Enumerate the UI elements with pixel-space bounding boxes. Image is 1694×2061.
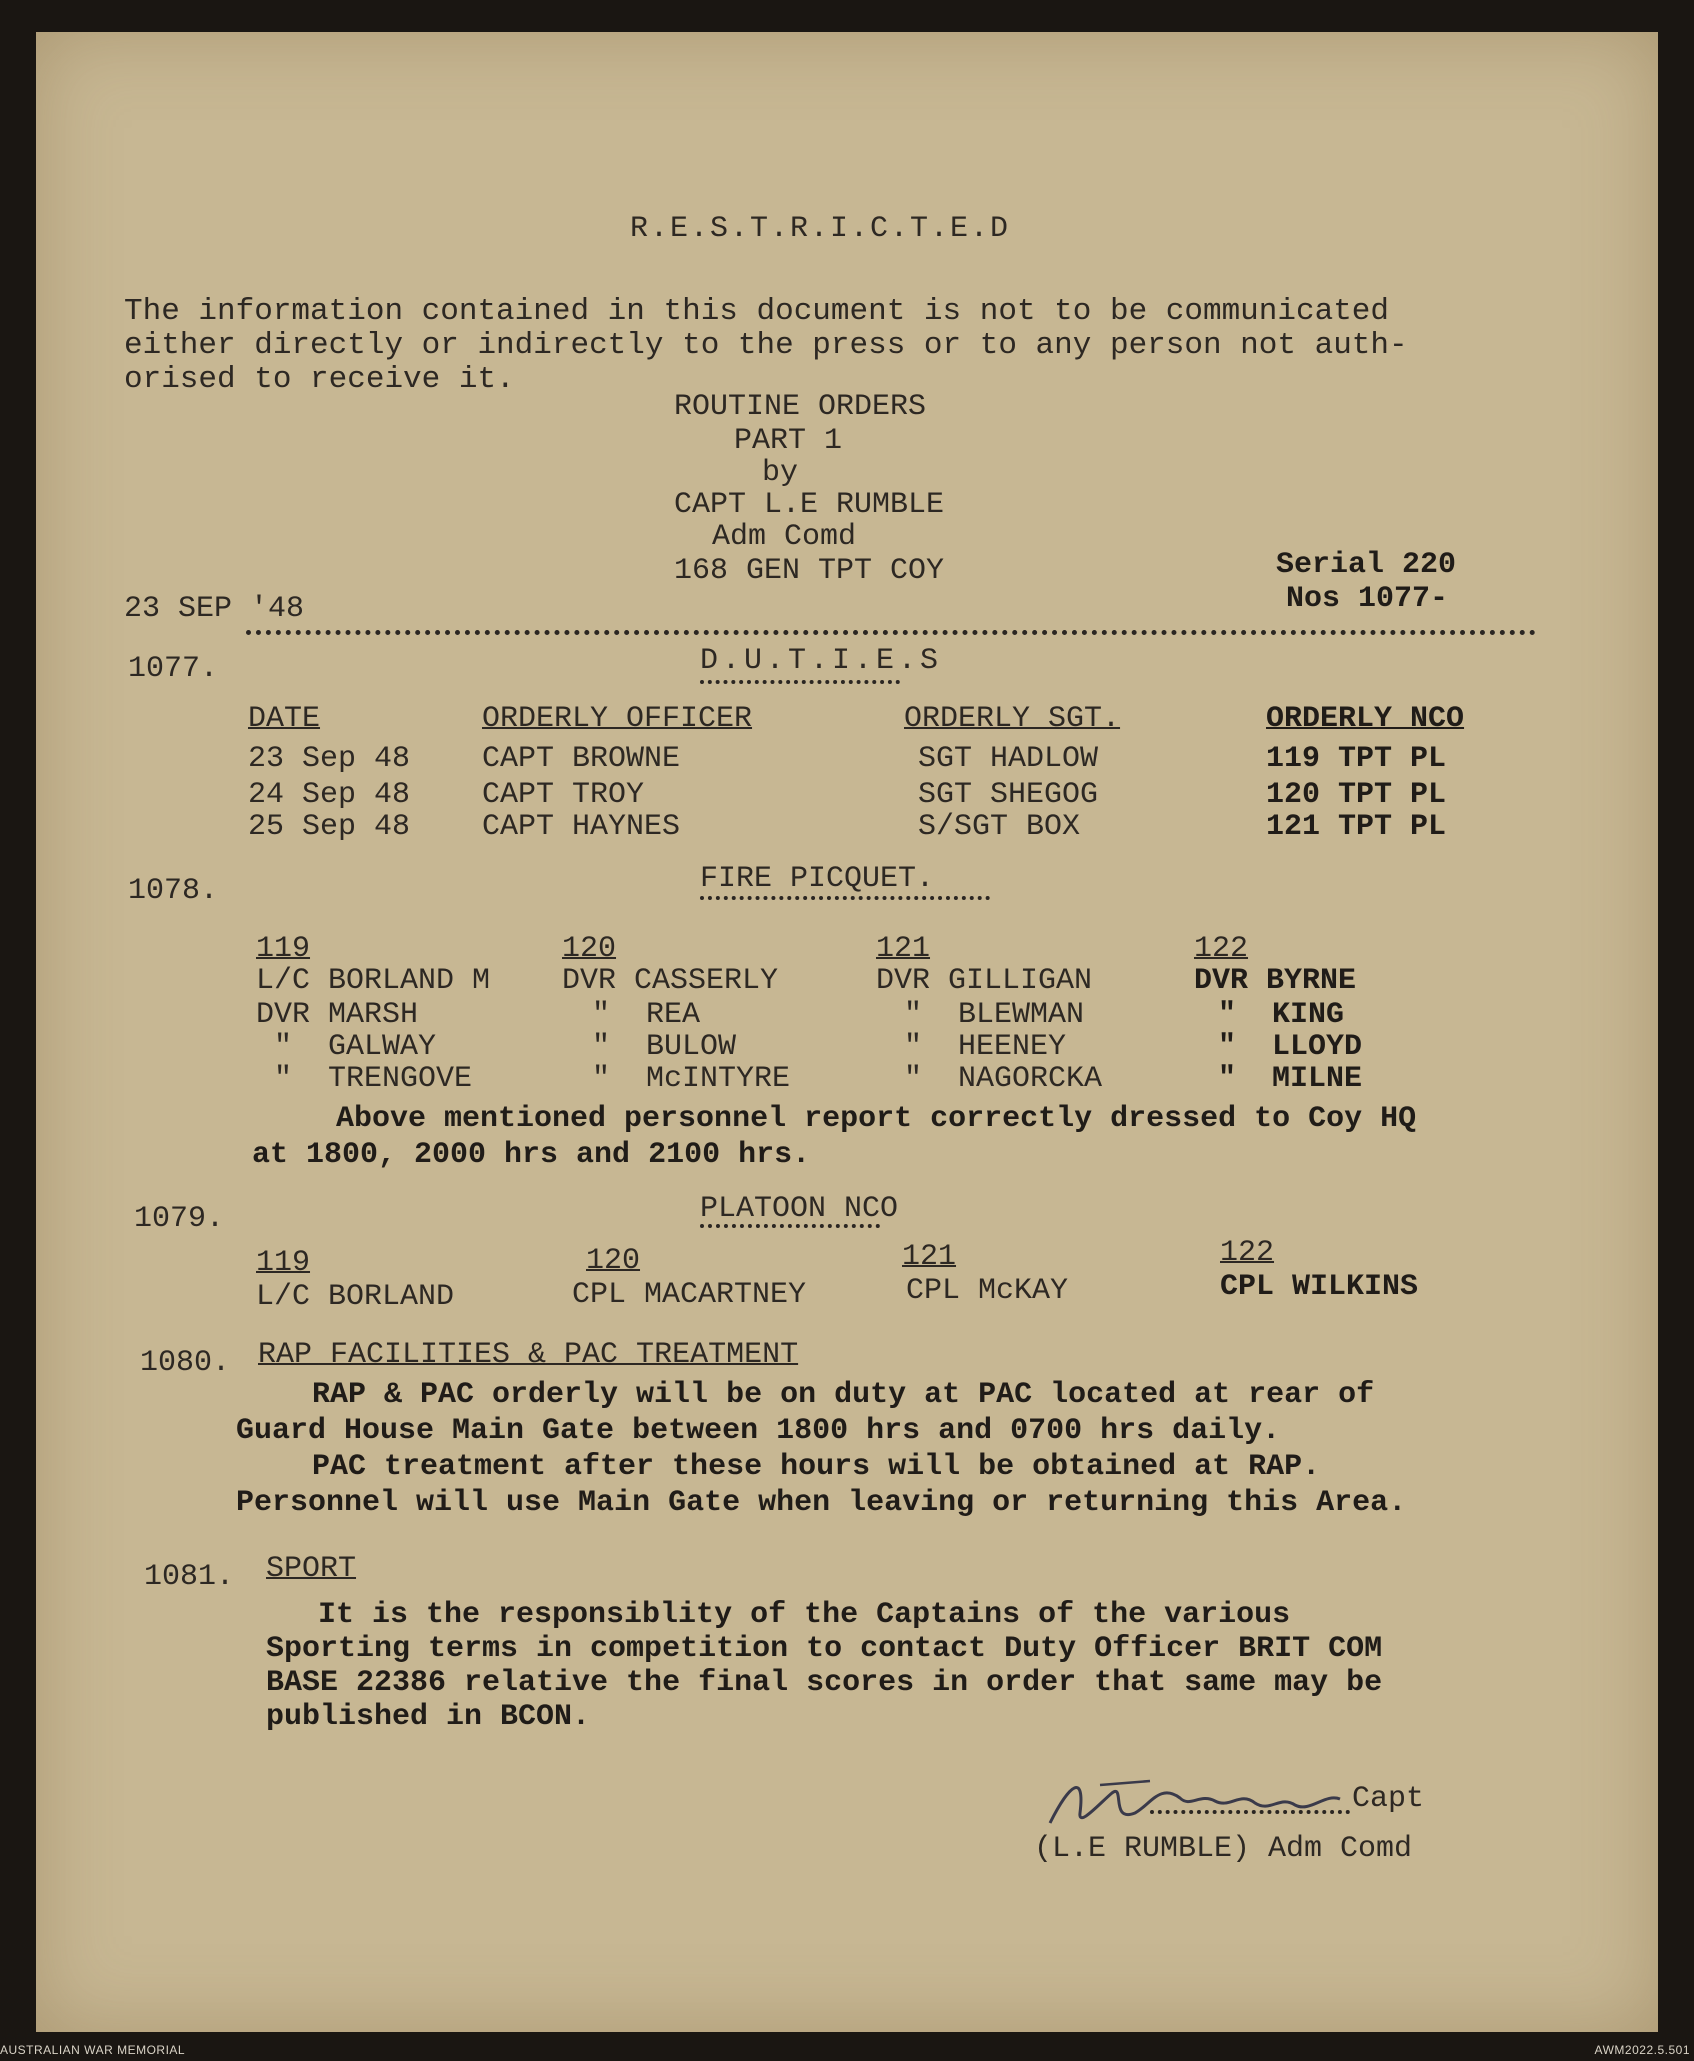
platoon-nco-underline <box>700 1224 880 1228</box>
sport-heading: SPORT <box>266 1552 357 1586</box>
duties-col-nco: ORDERLY NCO <box>1266 702 1465 736</box>
platoon-nco-heading: PLATOON NCO <box>700 1192 899 1226</box>
nco-platoon-122: 122 <box>1220 1236 1275 1270</box>
fire-picquet-underline <box>700 896 990 900</box>
fire-row-3-col-2: " BULOW <box>592 1030 737 1064</box>
dotted-separator <box>246 630 1536 635</box>
fire-row-4-col-1: " TRENGOVE <box>274 1062 473 1096</box>
notice-line-1: The information contained in this document is not to be communicated <box>124 294 1390 329</box>
fire-row-2-col-3: " BLEWMAN <box>904 998 1085 1032</box>
fire-row-2-col-4: " KING <box>1218 998 1345 1032</box>
duties-col-date: DATE <box>248 702 321 736</box>
nco-name-122: CPL WILKINS <box>1220 1270 1419 1304</box>
order-number-1077: 1077. <box>128 652 219 686</box>
signoff-capt: Capt <box>1352 1782 1425 1816</box>
duties-row-1-date: 23 Sep 48 <box>248 742 411 776</box>
fire-row-3-col-4: " LLOYD <box>1218 1030 1363 1064</box>
signoff-name: (L.E RUMBLE) Adm Comd <box>1034 1832 1413 1866</box>
nco-name-121: CPL McKAY <box>906 1274 1069 1308</box>
rap-line-2: Guard House Main Gate between 1800 hrs and 0700 hrs daily. <box>236 1414 1281 1448</box>
nco-platoon-120: 120 <box>586 1244 641 1278</box>
footer-accession: AWM2022.5.501 <box>1594 2043 1690 2057</box>
sport-line-4: published in BCON. <box>266 1700 591 1734</box>
duties-row-2-officer: CAPT TROY <box>482 778 645 812</box>
fire-note-line-2: at 1800, 2000 hrs and 2100 hrs. <box>252 1138 811 1172</box>
fire-row-1-col-2: DVR CASSERLY <box>562 964 779 998</box>
title-routine-orders: ROUTINE ORDERS <box>674 390 927 424</box>
fire-platoon-120: 120 <box>562 932 617 966</box>
duties-row-1-officer: CAPT BROWNE <box>482 742 681 776</box>
title-capt-rumble: CAPT L.E RUMBLE <box>674 488 945 522</box>
notice-line-2: either directly or indirectly to the press or to any person not auth- <box>124 328 1408 363</box>
fire-row-2-col-1: DVR MARSH <box>256 998 419 1032</box>
fire-row-1-col-4: DVR BYRNE <box>1194 964 1357 998</box>
footer-institution: AUSTRALIAN WAR MEMORIAL <box>0 2043 186 2057</box>
title-part: PART 1 <box>734 424 843 458</box>
order-number-1080: 1080. <box>140 1346 231 1380</box>
order-number-1078: 1078. <box>128 874 219 908</box>
nco-name-119: L/C BORLAND <box>256 1280 455 1314</box>
classification-heading: R.E.S.T.R.I.C.T.E.D <box>630 212 1011 246</box>
duties-row-1-nco: 119 TPT PL <box>1266 742 1447 776</box>
duties-heading: D.U.T.I.E.S <box>700 644 943 678</box>
fire-row-4-col-4: " MILNE <box>1218 1062 1363 1096</box>
duties-row-1-sgt: SGT HADLOW <box>918 742 1099 776</box>
fire-platoon-121: 121 <box>876 932 931 966</box>
fire-platoon-119: 119 <box>256 932 311 966</box>
duties-col-sgt: ORDERLY SGT. <box>904 702 1121 736</box>
fire-row-1-col-1: L/C BORLAND M <box>256 964 491 998</box>
document-date: 23 SEP '48 <box>124 592 305 626</box>
fire-platoon-122: 122 <box>1194 932 1249 966</box>
notice-line-3: orised to receive it. <box>124 362 515 397</box>
rap-line-3: PAC treatment after these hours will be obtained at RAP. <box>312 1450 1321 1484</box>
title-by: by <box>762 456 799 490</box>
title-unit: 168 GEN TPT COY <box>674 554 945 588</box>
duties-row-3-nco: 121 TPT PL <box>1266 810 1447 844</box>
nco-name-120: CPL MACARTNEY <box>572 1278 807 1312</box>
fire-picquet-heading: FIRE PICQUET. <box>700 862 935 896</box>
sport-line-3: BASE 22386 relative the final scores in order that same may be <box>266 1666 1383 1700</box>
fire-row-4-col-3: " NAGORCKA <box>904 1062 1103 1096</box>
fire-row-3-col-1: " GALWAY <box>274 1030 437 1064</box>
duties-row-2-date: 24 Sep 48 <box>248 778 411 812</box>
order-number-1079: 1079. <box>134 1202 225 1236</box>
title-adm-comd: Adm Comd <box>712 520 857 554</box>
fire-row-4-col-2: " McINTYRE <box>592 1062 791 1096</box>
sport-line-1: It is the responsiblity of the Captains of the various <box>318 1598 1291 1632</box>
fire-row-3-col-3: " HEENEY <box>904 1030 1067 1064</box>
duties-row-2-nco: 120 TPT PL <box>1266 778 1447 812</box>
duties-row-2-sgt: SGT SHEGOG <box>918 778 1099 812</box>
duties-col-officer: ORDERLY OFFICER <box>482 702 753 736</box>
duties-row-3-date: 25 Sep 48 <box>248 810 411 844</box>
order-number-1081: 1081. <box>144 1560 235 1594</box>
fire-row-2-col-2: " REA <box>592 998 701 1032</box>
serial-number: Serial 220 <box>1276 548 1457 582</box>
fire-note-line-1: Above mentioned personnel report correctly dressed to Coy HQ <box>336 1102 1417 1136</box>
order-numbers: Nos 1077- <box>1286 582 1449 616</box>
sport-line-2: Sporting terms in competition to contact Duty Officer BRIT COM <box>266 1632 1383 1666</box>
duties-row-3-sgt: S/SGT BOX <box>918 810 1081 844</box>
fire-row-1-col-3: DVR GILLIGAN <box>876 964 1093 998</box>
rap-heading: RAP FACILITIES & PAC TREATMENT <box>258 1338 799 1372</box>
rap-line-4: Personnel will use Main Gate when leaving or returning this Area. <box>236 1486 1407 1520</box>
rap-line-1: RAP & PAC orderly will be on duty at PAC located at rear of <box>312 1378 1375 1412</box>
nco-platoon-119: 119 <box>256 1246 311 1280</box>
duties-heading-underline <box>700 680 900 684</box>
signature-dotted-line <box>1150 1810 1350 1814</box>
duties-row-3-officer: CAPT HAYNES <box>482 810 681 844</box>
nco-platoon-121: 121 <box>902 1240 957 1274</box>
